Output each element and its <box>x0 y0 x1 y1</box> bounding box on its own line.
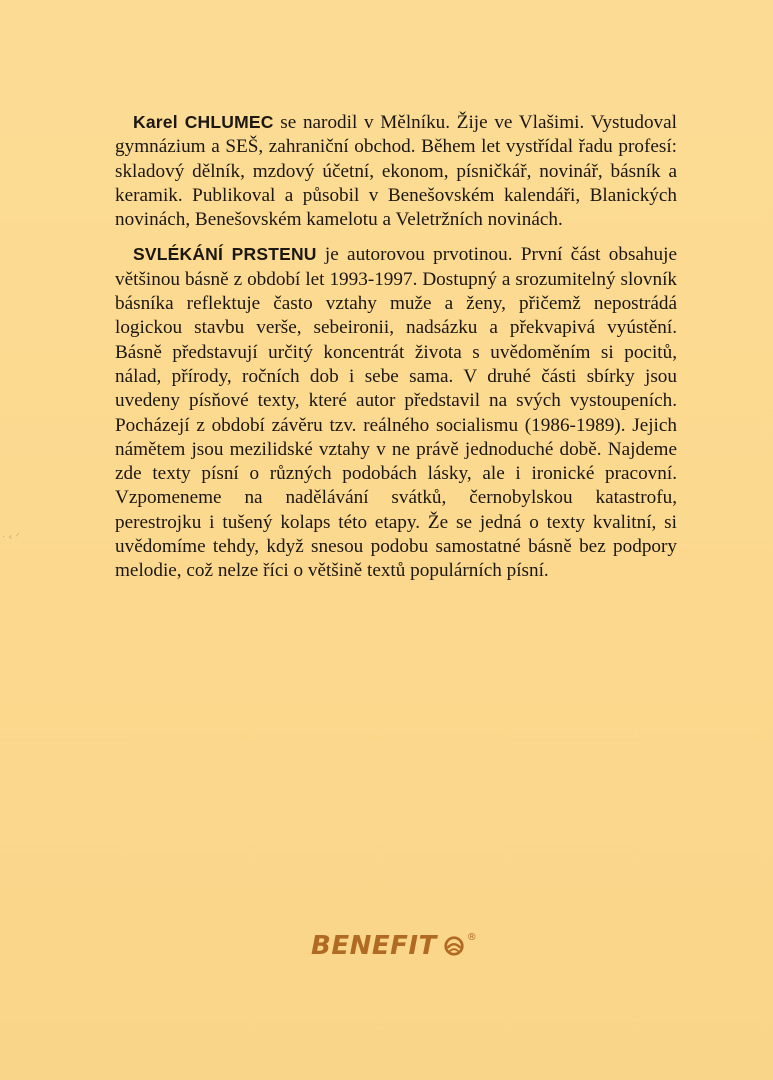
author-name: Karel CHLUMEC <box>133 112 274 132</box>
registered-mark: ® <box>466 932 477 943</box>
author-bio-paragraph <box>115 110 677 232</box>
print-speck-mark: · ‹ ᐟ <box>2 532 20 543</box>
publisher-logo <box>311 926 477 966</box>
swirl-icon <box>443 935 465 957</box>
book-title: SVLÉKÁNÍ PRSTENU <box>133 244 317 265</box>
author-bio-text: se narodil v Mělníku. Žije ve Vlašimi. Vystudoval gymnázium a SEŠ, zahraniční obchod. Během let vystřídal řadu profesí: skladový dělník, mzdový účetní, ekonom, písničkář, novinář, básník a keramik. Publikoval a působil v Benešovském kalendáři, Blanických novinách, Benešovském kamelotu a Veletržních novinách. <box>115 112 677 231</box>
book-description-text: je autorovou prvotinou. První část obsahuje většinou básně z období let 1993-1997. Dostupný a srozumitelný slovník básníka reflektuje často vztahy muže a ženy, přičemž nepostrádá logickou stavbu verše, sebeironii, nadsázku a překvapivá vyústění. Básně představují určitý koncentrát života s uvědoměním si pocitů, nálad, přírody, ročních dob i sebe sama. V druhé části sbírky jsou uvedeny písňové texty, které autor představil na svých vystoupeních. Pocházejí z období závěru tzv. reálného socialismu (1986-1989). Jejich námětem jsou mezilidské vztahy v ne právě jednoduché době. Najdeme zde texty písní o různých podobách lásky, ale i ironické pracovní. Vzpomeneme na nadělávání svátků, černobylskou katastrofu, perestrojku i tušený kolaps této etapy. Že se jedná o texty kvalitní, si uvědomíme tehdy, když snesou podobu samostatné básně bez podpory melodie, což nelze říci o většině textů populárních písní. <box>115 244 677 582</box>
book-description-paragraph <box>115 242 677 583</box>
cover-text <box>115 110 677 584</box>
publisher-logo-text: BENEFIT <box>311 931 437 961</box>
